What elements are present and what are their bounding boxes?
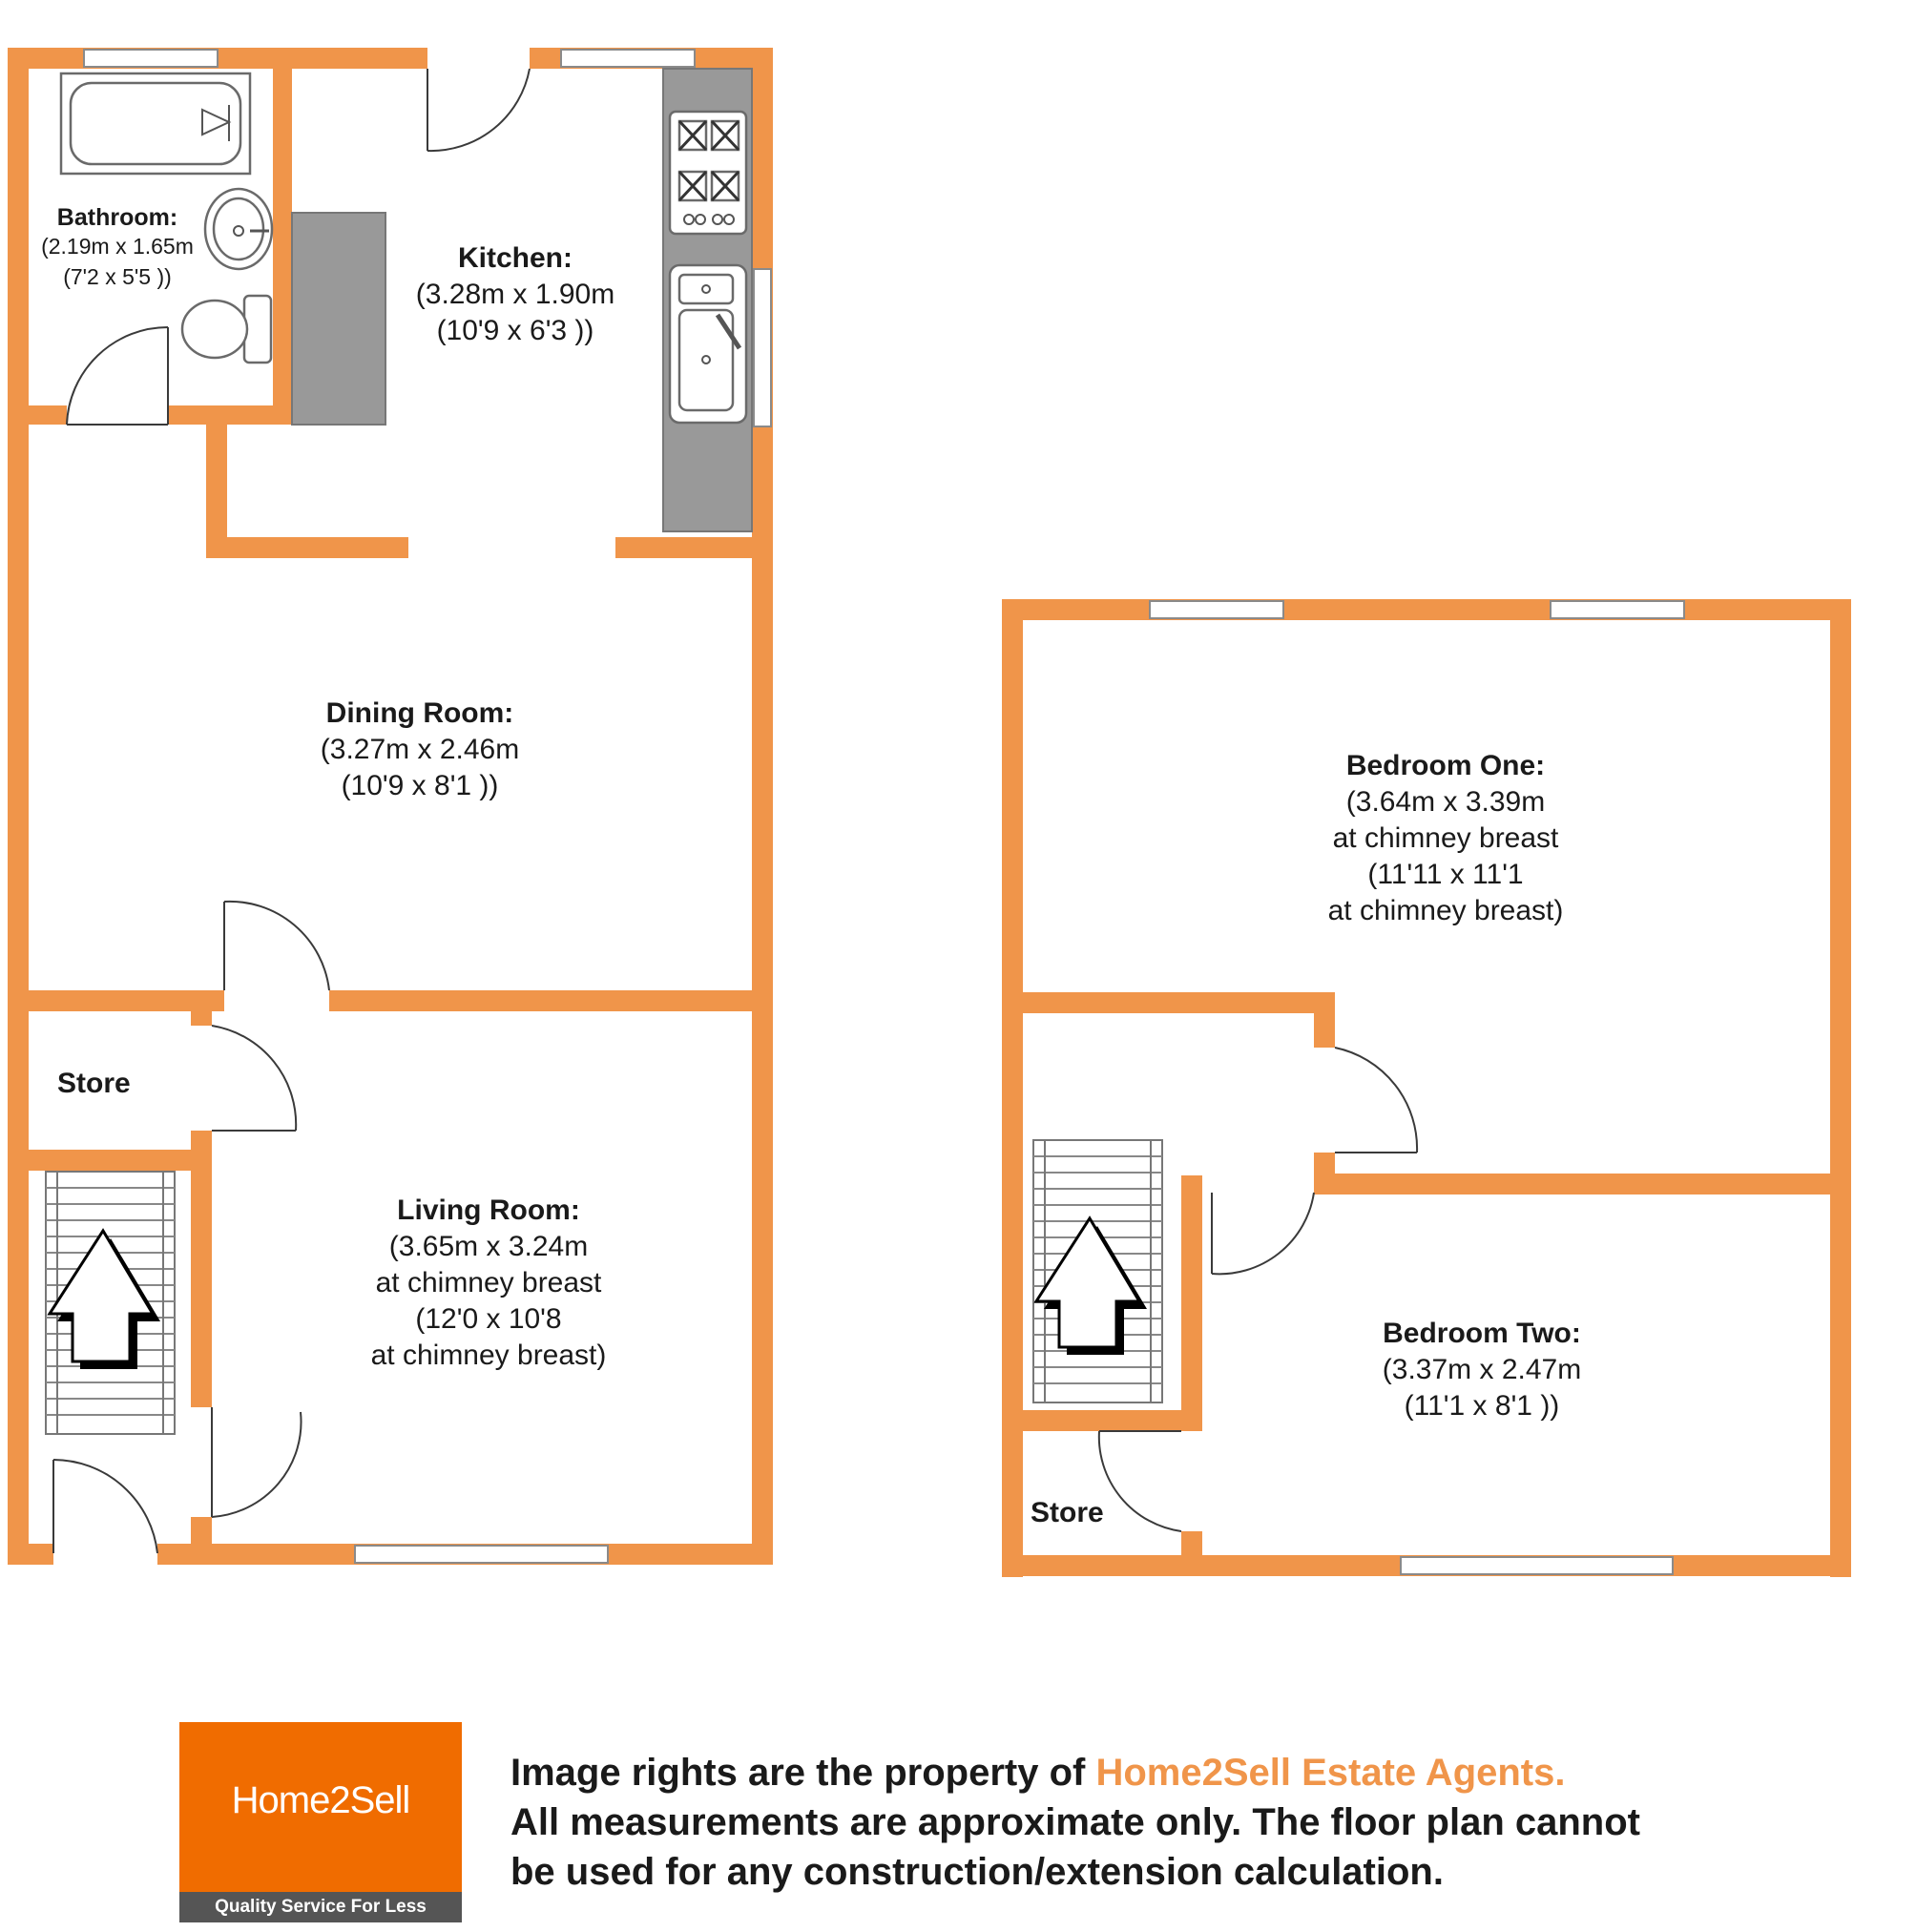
disclaimer-line-1 bbox=[510, 1748, 1865, 1797]
room-title: Bedroom One: bbox=[1345, 750, 1546, 781]
kitchen-sink-icon bbox=[670, 265, 746, 423]
wall bbox=[615, 537, 773, 558]
window bbox=[561, 50, 695, 67]
label-bathroom bbox=[41, 204, 194, 289]
window bbox=[1150, 601, 1283, 618]
room-title: Bedroom Two: bbox=[1383, 1318, 1581, 1349]
label-store-first bbox=[1031, 1497, 1104, 1528]
room-title: Bathroom: bbox=[56, 204, 178, 231]
door bbox=[212, 1407, 302, 1517]
hob-icon bbox=[670, 112, 746, 234]
room-dimensions-imperial: (10'9 x 6'3 )) bbox=[436, 315, 594, 346]
window bbox=[84, 50, 218, 67]
wall bbox=[1314, 992, 1335, 1048]
room-dimensions-metric: (3.65m x 3.24m bbox=[388, 1231, 589, 1262]
room-title: Kitchen: bbox=[458, 242, 573, 274]
wall bbox=[1314, 1174, 1851, 1195]
wall bbox=[1002, 599, 1023, 1577]
room-note: at chimney breast bbox=[1332, 822, 1559, 854]
room-dimensions-imperial: (7'2 x 5'5 )) bbox=[63, 264, 172, 289]
toilet-icon bbox=[182, 296, 271, 363]
door bbox=[212, 1026, 296, 1131]
door bbox=[1099, 1431, 1181, 1531]
wall bbox=[206, 537, 408, 558]
room-note: at chimney breast) bbox=[1327, 895, 1564, 926]
wall bbox=[1181, 1531, 1202, 1560]
logo-text: Home2Sell bbox=[231, 1779, 410, 1821]
room-dimensions-metric: (3.64m x 3.39m bbox=[1345, 786, 1546, 818]
logo-tagline: Quality Service For Less bbox=[179, 1892, 462, 1922]
wall bbox=[168, 405, 292, 425]
door bbox=[67, 327, 168, 425]
wall bbox=[8, 1544, 53, 1565]
wall bbox=[29, 990, 224, 1011]
room-dimensions-imperial: (11'1 x 8'1 )) bbox=[1404, 1390, 1560, 1422]
room-dimensions-imperial: (10'9 x 8'1 )) bbox=[341, 770, 499, 801]
label-kitchen bbox=[416, 242, 614, 346]
door bbox=[1212, 1193, 1314, 1274]
room-dimensions-metric: (3.27m x 2.46m bbox=[320, 734, 520, 765]
door bbox=[53, 1460, 157, 1553]
home2sell-logo bbox=[179, 1722, 462, 1922]
sink-icon bbox=[205, 189, 272, 269]
wall bbox=[191, 1131, 212, 1407]
window bbox=[1401, 1557, 1673, 1574]
bath-icon bbox=[61, 73, 250, 174]
door bbox=[224, 902, 329, 990]
wall bbox=[1023, 992, 1333, 1013]
disclaimer bbox=[510, 1748, 1865, 1897]
agency-name: Home2Sell Estate Agents. bbox=[1095, 1752, 1566, 1794]
wall bbox=[29, 1150, 191, 1171]
kitchen-island bbox=[292, 213, 385, 425]
label-store-ground bbox=[57, 1068, 131, 1099]
disclaimer-line-2: All measurements are approximate only. The floor plan cannot bbox=[510, 1801, 1640, 1843]
window bbox=[1551, 601, 1684, 618]
label-living-room bbox=[371, 1195, 607, 1371]
room-title: Dining Room: bbox=[325, 697, 514, 729]
wall bbox=[273, 67, 292, 425]
window bbox=[355, 1546, 608, 1563]
wall bbox=[329, 990, 773, 1011]
room-note: at chimney breast bbox=[375, 1267, 602, 1298]
wall bbox=[1002, 599, 1851, 620]
first-floor bbox=[1002, 599, 1851, 1577]
door bbox=[427, 69, 530, 151]
room-dimensions-imperial: (11'11 x 11'1 bbox=[1367, 859, 1524, 890]
room-dimensions-metric: (3.28m x 1.90m bbox=[415, 279, 615, 310]
room-title: Living Room: bbox=[397, 1195, 580, 1226]
wall bbox=[1181, 1175, 1202, 1431]
label-dining-room bbox=[321, 697, 519, 801]
room-dimensions-imperial: (12'0 x 10'8 bbox=[415, 1303, 562, 1335]
wall bbox=[29, 405, 67, 425]
disclaimer-line-3: be used for any construction/extension calculation. bbox=[510, 1851, 1444, 1893]
room-dimensions-metric: (2.19m x 1.65m bbox=[41, 234, 194, 259]
room-title: Store bbox=[57, 1068, 131, 1099]
wall bbox=[8, 48, 29, 1565]
wall bbox=[1023, 1410, 1202, 1431]
label-bedroom-two bbox=[1383, 1318, 1581, 1422]
disclaimer-prefix: Image rights are the property of bbox=[510, 1752, 1096, 1794]
room-dimensions-metric: (3.37m x 2.47m bbox=[1382, 1354, 1582, 1385]
wall bbox=[191, 1517, 212, 1565]
room-note: at chimney breast) bbox=[370, 1340, 607, 1371]
label-bedroom-one bbox=[1328, 750, 1564, 926]
door bbox=[1335, 1048, 1417, 1153]
wall bbox=[191, 1011, 212, 1026]
window bbox=[754, 269, 771, 426]
wall bbox=[1830, 599, 1851, 1577]
room-title: Store bbox=[1031, 1497, 1104, 1528]
